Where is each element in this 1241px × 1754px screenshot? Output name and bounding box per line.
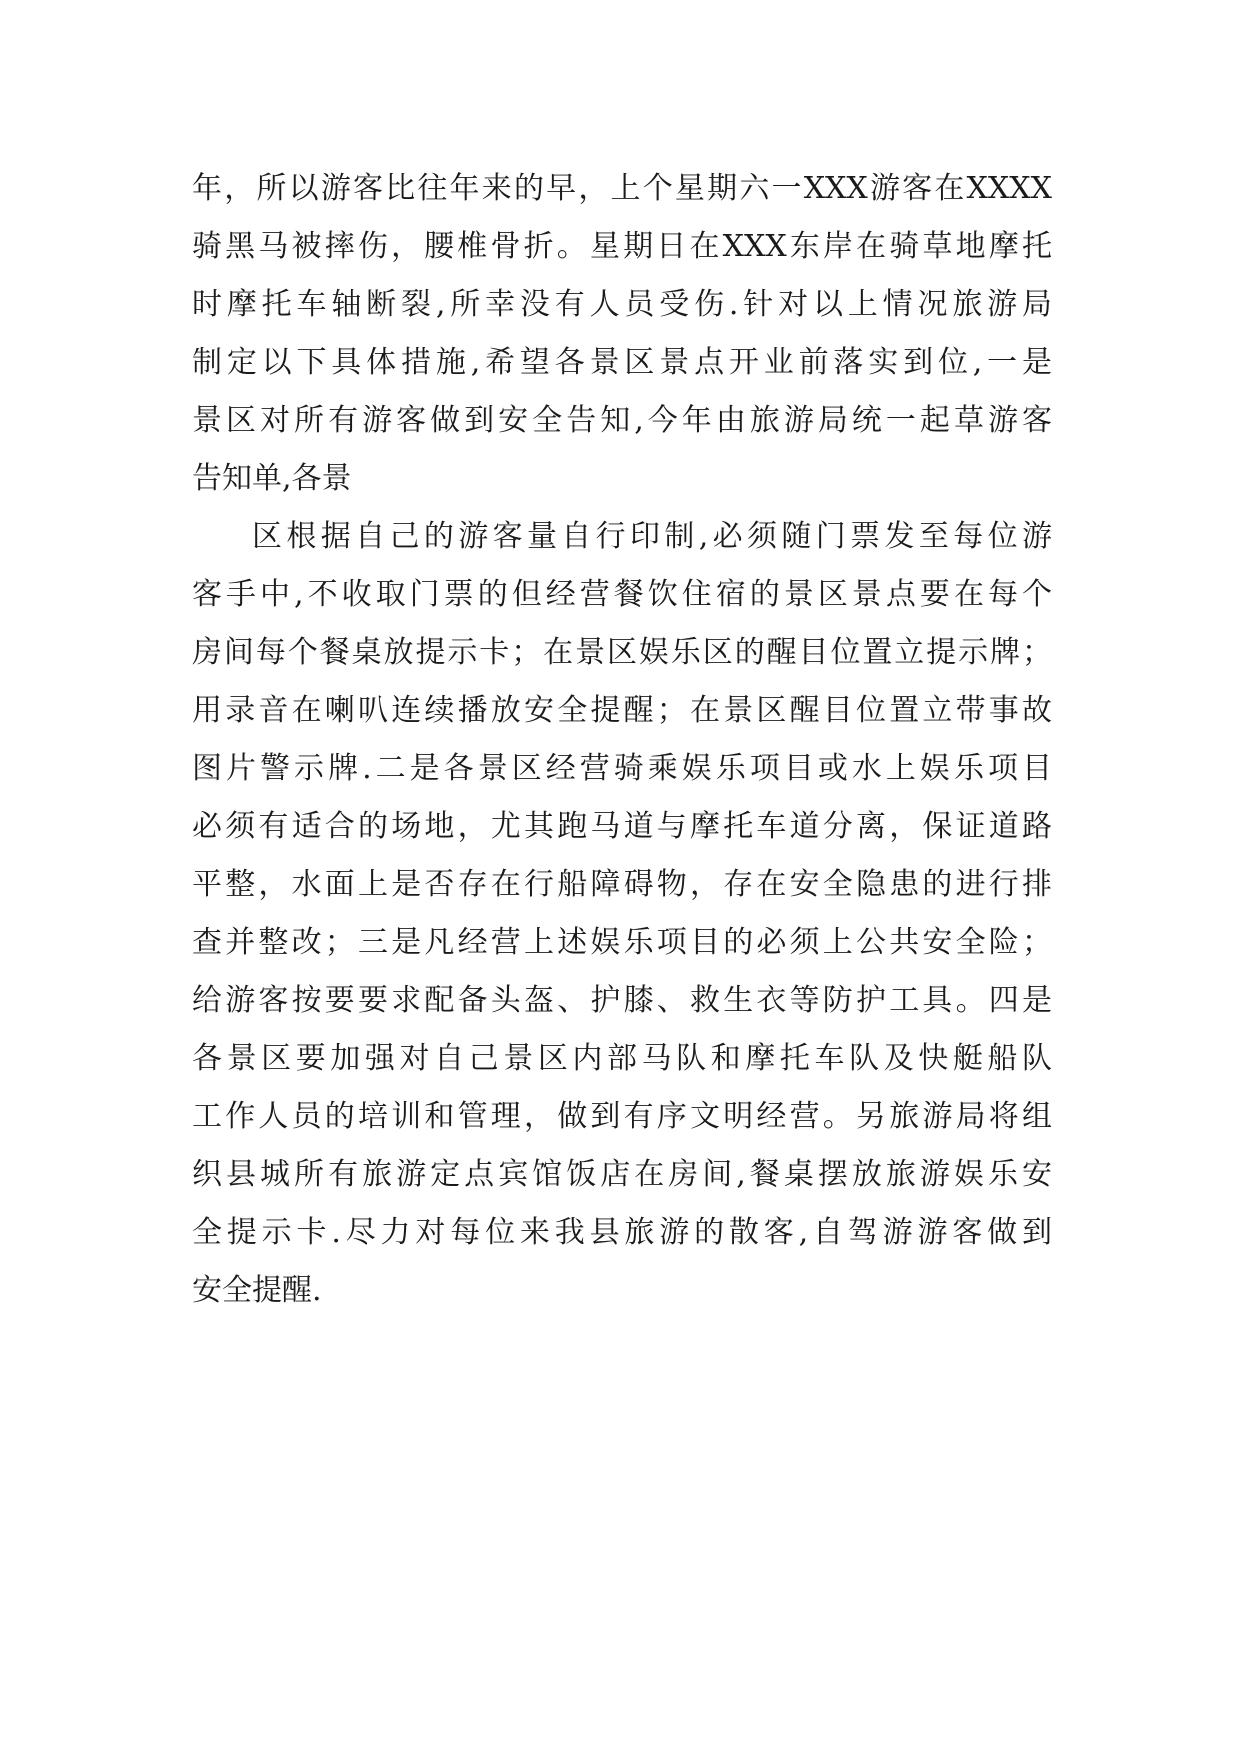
text-line: 区根据自己的游客量自行印制,必须随门票发至每位游 — [252, 519, 1052, 554]
text-line: 查并整改；三是凡经营上述娱乐项目的必须上公共安全险； — [192, 925, 1052, 960]
text-line: 安全提醒. — [192, 1273, 322, 1308]
text-line: 骑黑马被摔伤，腰椎骨折。星期日在XXX东岸在骑草地摩托 — [192, 229, 1052, 264]
text-line: 客手中,不收取门票的但经营餐饮住宿的景区景点要在每个 — [192, 577, 1052, 612]
text-line: 各景区要加强对自己景区内部马队和摩托车队及快艇船队 — [192, 1041, 1052, 1076]
document-body — [192, 160, 1052, 1320]
text-line: 必须有适合的场地，尤其跑马道与摩托车道分离，保证道路 — [192, 809, 1052, 844]
text-line: 图片警示牌.二是各景区经营骑乘娱乐项目或水上娱乐项目 — [192, 751, 1052, 786]
text-line: 给游客按要要求配备头盔、护膝、救生衣等防护工具。四是 — [192, 983, 1052, 1018]
paragraph-2 — [192, 508, 1052, 1320]
paragraph-1 — [192, 160, 1052, 508]
text-line: 工作人员的培训和管理，做到有序文明经营。另旅游局将组 — [192, 1099, 1052, 1134]
text-line: 时摩托车轴断裂,所幸没有人员受伤.针对以上情况旅游局 — [192, 287, 1052, 322]
text-line: 用录音在喇叭连续播放安全提醒；在景区醒目位置立带事故 — [192, 693, 1052, 728]
text-line: 告知单,各景 — [192, 461, 352, 496]
text-line: 制定以下具体措施,希望各景区景点开业前落实到位,一是 — [192, 345, 1052, 380]
text-line: 年，所以游客比往年来的早，上个星期六一XXX游客在XXXX — [192, 171, 1052, 206]
text-line: 景区对所有游客做到安全告知,今年由旅游局统一起草游客 — [192, 403, 1052, 438]
text-line: 房间每个餐桌放提示卡；在景区娱乐区的醒目位置立提示牌； — [192, 635, 1052, 670]
text-line: 平整，水面上是否存在行船障碍物，存在安全隐患的进行排 — [192, 867, 1052, 902]
text-line: 织县城所有旅游定点宾馆饭店在房间,餐桌摆放旅游娱乐安 — [192, 1157, 1052, 1192]
text-line: 全提示卡.尽力对每位来我县旅游的散客,自驾游游客做到 — [192, 1215, 1052, 1250]
